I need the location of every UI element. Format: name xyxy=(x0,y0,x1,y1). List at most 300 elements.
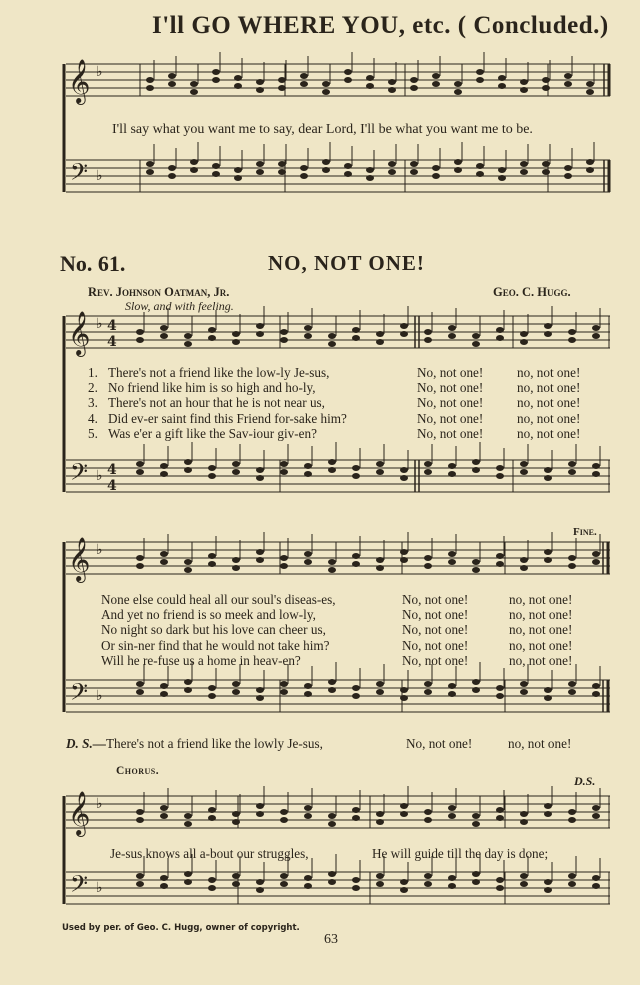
note-head xyxy=(592,805,600,811)
note-head xyxy=(388,87,396,93)
svg-text:♭: ♭ xyxy=(96,468,103,484)
composer-credit: Geo. C. Hugg. xyxy=(493,285,571,299)
note-head xyxy=(232,331,240,337)
note-head xyxy=(184,333,192,339)
note-head xyxy=(520,681,528,687)
verse-number: 5. xyxy=(88,425,98,441)
note-head xyxy=(352,553,360,559)
note-head xyxy=(376,557,384,563)
note-head xyxy=(136,555,144,561)
note-head xyxy=(278,161,286,167)
note-head xyxy=(472,459,480,465)
note-head xyxy=(376,873,384,879)
note-head xyxy=(184,871,192,877)
note-head xyxy=(304,813,312,819)
chorus-lyric-1: Je-sus knows all a-bout our struggles, xyxy=(110,846,309,861)
note-head xyxy=(328,467,336,473)
note-head xyxy=(256,549,264,555)
note-head xyxy=(304,883,312,889)
note-head xyxy=(278,169,286,175)
note-head xyxy=(472,871,480,877)
note-head xyxy=(542,161,550,167)
svg-text:♭: ♭ xyxy=(96,316,103,332)
note-head xyxy=(592,325,600,331)
note-head xyxy=(256,475,264,481)
note-head xyxy=(564,81,572,87)
note-head xyxy=(136,881,144,887)
note-head xyxy=(280,337,288,343)
note-head xyxy=(544,887,552,893)
svg-text:♭: ♭ xyxy=(96,796,103,812)
verse-refrain-1: No, not one! xyxy=(402,637,469,653)
note-head xyxy=(136,563,144,569)
note-head xyxy=(208,335,216,341)
note-head xyxy=(304,875,312,881)
note-head xyxy=(520,689,528,695)
note-head xyxy=(520,331,528,337)
hymn-title: NO, NOT ONE! xyxy=(268,251,425,275)
note-head xyxy=(520,169,528,175)
note-head xyxy=(376,565,384,571)
note-head xyxy=(400,475,408,481)
note-head xyxy=(168,81,176,87)
note-head xyxy=(160,805,168,811)
note-head xyxy=(586,159,594,165)
ds-refrain-1: No, not one! xyxy=(406,736,473,751)
note-head xyxy=(448,559,456,565)
tempo-marking: Slow, and with feeling. xyxy=(125,299,234,313)
note-head xyxy=(146,77,154,83)
note-head xyxy=(256,323,264,329)
note-head xyxy=(322,81,330,87)
note-head xyxy=(520,873,528,879)
note-head xyxy=(344,77,352,83)
note-head xyxy=(208,465,216,471)
note-head xyxy=(496,877,504,883)
note-head xyxy=(592,559,600,565)
note-head xyxy=(496,807,504,813)
note-head xyxy=(280,817,288,823)
verse-refrain-2: no, not one! xyxy=(509,622,573,638)
note-head xyxy=(278,77,286,83)
note-head xyxy=(498,175,506,181)
note-head xyxy=(568,809,576,815)
verse-number: 3. xyxy=(88,395,98,411)
note-head xyxy=(160,691,168,697)
note-head xyxy=(424,555,432,561)
verse-refrain-1: No, not one! xyxy=(417,425,484,441)
note-head xyxy=(352,465,360,471)
ds-line xyxy=(66,736,323,752)
note-head xyxy=(352,335,360,341)
note-head xyxy=(322,159,330,165)
verse-refrain-2: no, not one! xyxy=(509,652,573,668)
note-head xyxy=(146,85,154,91)
note-head xyxy=(344,69,352,75)
note-head xyxy=(168,73,176,79)
verse-number: 2. xyxy=(88,380,98,396)
note-head xyxy=(568,461,576,467)
note-head xyxy=(520,87,528,93)
note-head xyxy=(190,81,198,87)
note-head xyxy=(352,807,360,813)
verse-refrain-1: No, not one! xyxy=(402,622,469,638)
verse-text: No night so dark but his love can cheer us, xyxy=(101,622,326,638)
note-head xyxy=(146,161,154,167)
note-head xyxy=(232,565,240,571)
svg-text:4: 4 xyxy=(107,334,117,350)
note-head xyxy=(472,567,480,573)
note-head xyxy=(410,77,418,83)
note-head xyxy=(136,329,144,335)
note-head xyxy=(376,331,384,337)
note-head xyxy=(454,81,462,87)
note-head xyxy=(184,879,192,885)
note-head xyxy=(568,337,576,343)
note-head xyxy=(352,685,360,691)
note-head xyxy=(232,881,240,887)
note-head xyxy=(376,339,384,345)
svg-text:♭: ♭ xyxy=(96,542,103,558)
note-head xyxy=(280,881,288,887)
note-head xyxy=(544,879,552,885)
note-head xyxy=(304,333,312,339)
note-head xyxy=(400,695,408,701)
note-head xyxy=(160,333,168,339)
note-head xyxy=(234,175,242,181)
note-head xyxy=(400,687,408,693)
note-head xyxy=(300,165,308,171)
note-head xyxy=(454,159,462,165)
note-head xyxy=(448,813,456,819)
bass-clef: 𝄢 xyxy=(70,678,89,711)
note-head xyxy=(400,803,408,809)
verse-text: And yet no friend is so meek and low-ly, xyxy=(101,607,316,623)
note-head xyxy=(376,469,384,475)
note-head xyxy=(328,341,336,347)
note-head xyxy=(410,169,418,175)
note-head xyxy=(432,173,440,179)
note-head xyxy=(476,69,484,75)
svg-text:4: 4 xyxy=(107,478,117,494)
note-head xyxy=(520,881,528,887)
note-head xyxy=(568,881,576,887)
note-head xyxy=(256,887,264,893)
note-head xyxy=(256,161,264,167)
note-head xyxy=(328,679,336,685)
note-head xyxy=(256,467,264,473)
note-head xyxy=(388,79,396,85)
note-head xyxy=(136,809,144,815)
note-head xyxy=(160,325,168,331)
note-head xyxy=(256,811,264,817)
svg-text:4: 4 xyxy=(107,318,117,334)
note-head xyxy=(208,561,216,567)
note-head xyxy=(544,467,552,473)
verse-refrain-2: no, not one! xyxy=(517,395,581,411)
note-head xyxy=(544,323,552,329)
note-head xyxy=(344,171,352,177)
note-head xyxy=(328,567,336,573)
note-head xyxy=(476,77,484,83)
note-head xyxy=(232,689,240,695)
note-head xyxy=(410,85,418,91)
note-head xyxy=(184,341,192,347)
verse-refrain-2: no, not one! xyxy=(517,410,581,426)
note-head xyxy=(476,171,484,177)
note-head xyxy=(564,165,572,171)
author-credit: Rev. Johnson Oatman, Jr. xyxy=(88,285,230,299)
verse-text: Or sin-ner find that he would not take him? xyxy=(101,637,330,653)
note-head xyxy=(184,821,192,827)
note-head xyxy=(160,559,168,565)
note-head xyxy=(544,811,552,817)
note-head xyxy=(520,557,528,563)
note-head xyxy=(542,169,550,175)
note-head xyxy=(256,331,264,337)
note-head xyxy=(300,81,308,87)
note-head xyxy=(388,169,396,175)
note-head xyxy=(208,885,216,891)
page-number: 63 xyxy=(324,932,338,947)
note-head xyxy=(448,471,456,477)
note-head xyxy=(136,873,144,879)
verse-text: No friend like him is so high and ho-ly, xyxy=(108,380,316,396)
note-head xyxy=(208,553,216,559)
verse-refrain-1: No, not one! xyxy=(417,380,484,396)
note-head xyxy=(280,689,288,695)
note-head xyxy=(496,553,504,559)
ds-text: There's not a friend like the lowly Je-sus, xyxy=(105,736,323,751)
note-head xyxy=(328,879,336,885)
verse-text: Was e'er a gift like the Sav-iour giv-en? xyxy=(108,425,317,441)
note-head xyxy=(544,331,552,337)
note-head xyxy=(544,549,552,555)
note-head xyxy=(328,687,336,693)
note-head xyxy=(304,683,312,689)
note-head xyxy=(256,169,264,175)
note-head xyxy=(184,459,192,465)
note-head xyxy=(304,559,312,565)
note-head xyxy=(592,333,600,339)
note-head xyxy=(212,171,220,177)
note-head xyxy=(424,873,432,879)
verse-refrain-2: no, not one! xyxy=(509,607,573,623)
note-head xyxy=(496,885,504,891)
note-head xyxy=(328,333,336,339)
note-head xyxy=(300,173,308,179)
note-head xyxy=(234,75,242,81)
note-head xyxy=(212,163,220,169)
bass-clef: 𝄢 xyxy=(70,158,89,191)
note-head xyxy=(256,557,264,563)
note-head xyxy=(472,679,480,685)
note-head xyxy=(586,89,594,95)
note-head xyxy=(184,679,192,685)
note-head xyxy=(208,685,216,691)
note-head xyxy=(366,83,374,89)
note-head xyxy=(592,875,600,881)
note-head xyxy=(432,165,440,171)
note-head xyxy=(496,327,504,333)
note-head xyxy=(448,333,456,339)
note-head xyxy=(344,163,352,169)
note-head xyxy=(544,803,552,809)
note-head xyxy=(376,881,384,887)
note-head xyxy=(472,333,480,339)
note-head xyxy=(208,815,216,821)
note-head xyxy=(160,471,168,477)
note-head xyxy=(424,881,432,887)
note-head xyxy=(400,879,408,885)
note-head xyxy=(328,559,336,565)
note-head xyxy=(496,693,504,699)
note-head xyxy=(400,467,408,473)
note-head xyxy=(476,163,484,169)
note-head xyxy=(184,687,192,693)
note-head xyxy=(568,329,576,335)
note-head xyxy=(520,565,528,571)
note-head xyxy=(256,879,264,885)
note-head xyxy=(448,805,456,811)
note-head xyxy=(278,85,286,91)
note-head xyxy=(160,683,168,689)
chorus-lyric-2: He will guide till the day is done; xyxy=(372,846,549,861)
note-head xyxy=(212,77,220,83)
note-head xyxy=(256,87,264,93)
note-head xyxy=(498,75,506,81)
note-head xyxy=(400,557,408,563)
note-head xyxy=(280,809,288,815)
note-head xyxy=(568,555,576,561)
note-head xyxy=(586,81,594,87)
ds-mark: D.S. xyxy=(574,774,596,788)
note-head xyxy=(520,161,528,167)
note-head xyxy=(234,167,242,173)
note-head xyxy=(498,83,506,89)
note-head xyxy=(366,175,374,181)
note-head xyxy=(564,73,572,79)
note-head xyxy=(496,815,504,821)
note-head xyxy=(168,165,176,171)
svg-text:♭: ♭ xyxy=(96,880,103,896)
note-head xyxy=(400,323,408,329)
note-head xyxy=(280,469,288,475)
note-head xyxy=(592,551,600,557)
note-head xyxy=(280,873,288,879)
note-head xyxy=(328,871,336,877)
note-head xyxy=(232,461,240,467)
note-head xyxy=(256,687,264,693)
verse-text: Did ev-er saint find this Friend for-sake him? xyxy=(108,410,347,426)
note-head xyxy=(496,561,504,567)
bass-clef: 𝄢 xyxy=(70,870,89,903)
note-head xyxy=(448,551,456,557)
staff-bass-2 xyxy=(66,460,610,492)
note-head xyxy=(168,173,176,179)
note-head xyxy=(136,337,144,343)
svg-text:♭: ♭ xyxy=(96,688,103,704)
note-head xyxy=(352,877,360,883)
lyric-line: I'll say what you want me to say, dear Lord, I'll be what you want me to be. xyxy=(112,122,533,137)
note-head xyxy=(366,167,374,173)
note-head xyxy=(160,875,168,881)
note-head xyxy=(592,683,600,689)
note-head xyxy=(190,159,198,165)
note-head xyxy=(520,811,528,817)
note-head xyxy=(568,681,576,687)
note-head xyxy=(136,689,144,695)
note-head xyxy=(136,469,144,475)
note-head xyxy=(400,887,408,893)
note-head xyxy=(592,691,600,697)
note-head xyxy=(352,693,360,699)
note-head xyxy=(232,681,240,687)
note-head xyxy=(424,337,432,343)
note-head xyxy=(232,811,240,817)
note-head xyxy=(232,819,240,825)
note-head xyxy=(424,817,432,823)
note-head xyxy=(448,463,456,469)
note-head xyxy=(472,559,480,565)
hymn-number: No. 61. xyxy=(60,251,126,276)
note-head xyxy=(496,335,504,341)
note-head xyxy=(388,161,396,167)
verse-refrain-2: no, not one! xyxy=(517,365,581,380)
note-head xyxy=(520,79,528,85)
note-head xyxy=(256,695,264,701)
note-head xyxy=(184,559,192,565)
note-head xyxy=(520,461,528,467)
verse-refrain-1: No, not one! xyxy=(417,410,484,426)
note-head xyxy=(304,691,312,697)
verse-text: None else could heal all our soul's diseas-es, xyxy=(101,592,336,607)
note-head xyxy=(322,167,330,173)
note-head xyxy=(328,821,336,827)
note-head xyxy=(160,551,168,557)
note-head xyxy=(454,89,462,95)
svg-text:♭: ♭ xyxy=(96,64,103,80)
note-head xyxy=(304,471,312,477)
note-head xyxy=(472,813,480,819)
bass-clef: 𝄢 xyxy=(70,458,89,491)
note-head xyxy=(232,873,240,879)
note-head xyxy=(568,817,576,823)
note-head xyxy=(400,811,408,817)
ds-label: D. S.— xyxy=(66,736,106,751)
verse-refrain-2: no, not one! xyxy=(509,637,573,653)
note-head xyxy=(232,557,240,563)
verse-refrain-1: No, not one! xyxy=(402,607,469,623)
note-head xyxy=(424,461,432,467)
note-head xyxy=(424,469,432,475)
note-head xyxy=(184,813,192,819)
note-head xyxy=(256,803,264,809)
note-head xyxy=(564,173,572,179)
note-head xyxy=(280,329,288,335)
note-head xyxy=(160,463,168,469)
note-head xyxy=(304,551,312,557)
note-head xyxy=(424,563,432,569)
note-head xyxy=(520,469,528,475)
note-head xyxy=(592,463,600,469)
note-head xyxy=(328,813,336,819)
note-head xyxy=(304,325,312,331)
note-head xyxy=(160,883,168,889)
treble-clef: 𝄞 xyxy=(68,537,91,581)
note-head xyxy=(376,461,384,467)
note-head xyxy=(376,689,384,695)
